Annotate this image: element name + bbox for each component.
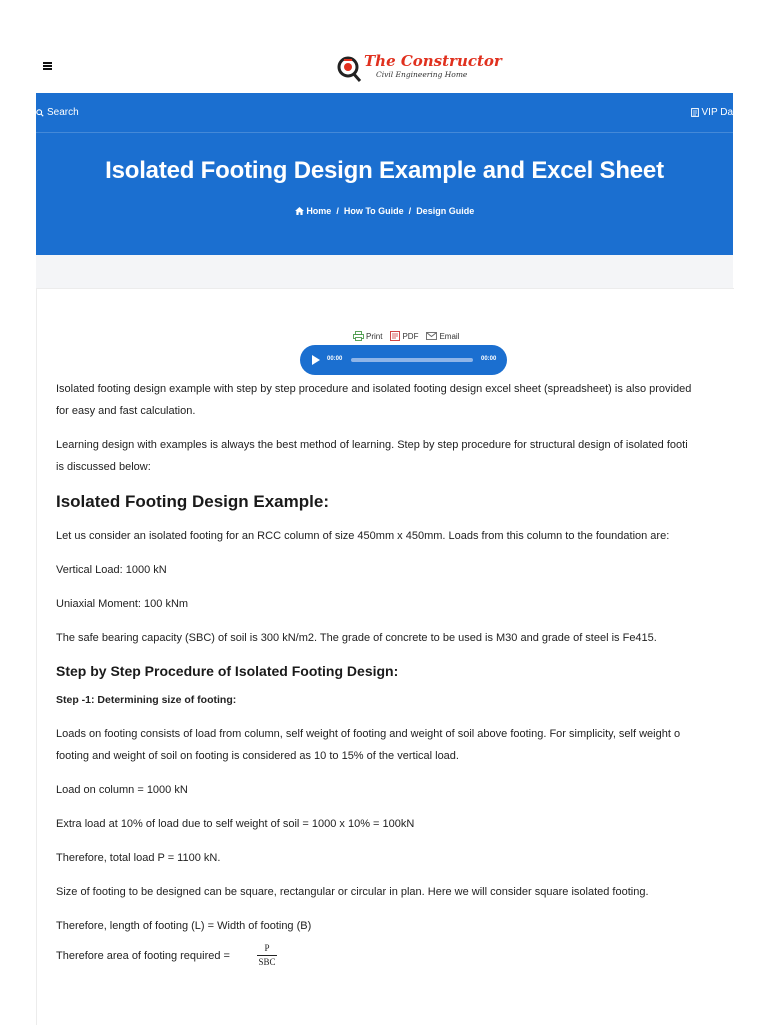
- audio-player: [300, 345, 507, 375]
- paragraph: is discussed below:: [56, 461, 151, 473]
- constructor-logo-icon: [336, 54, 362, 82]
- paragraph: The safe bearing capacity (SBC) of soil is 300 kN/m2. The grade of concrete to be used is M30 and grade of steel is Fe415.: [56, 632, 657, 644]
- step-heading: Step -1: Determining size of footing:: [56, 694, 237, 706]
- paragraph: Therefore area of footing required =: [56, 949, 230, 962]
- fraction-bar: [257, 955, 277, 956]
- logo-name: The Constructor: [364, 52, 502, 70]
- site-header: [0, 0, 768, 93]
- hero-banner: [36, 93, 733, 255]
- print-label: Print: [366, 331, 383, 341]
- paragraph: Extra load at 10% of load due to self weight of soil = 1000 x 10% = 100kN: [56, 818, 415, 830]
- site-logo[interactable]: [336, 52, 502, 86]
- audio-current-time: 00:00: [327, 356, 343, 362]
- email-icon: [426, 332, 437, 340]
- page-title: Isolated Footing Design Example and Excel Sheet: [105, 157, 664, 184]
- paragraph: footing and weight of soil on footing is considered as 10 to 15% of the vertical load.: [56, 750, 459, 762]
- pdf-icon: [390, 331, 400, 341]
- search-label: Search: [47, 107, 79, 118]
- breadcrumb-how-to-guide[interactable]: How To Guide: [343, 206, 404, 216]
- breadcrumb-home[interactable]: Home: [306, 206, 332, 216]
- share-toolbar: [353, 331, 459, 341]
- paragraph: Therefore, length of footing (L) = Width of footing (B): [56, 920, 312, 932]
- paragraph: Learning design with examples is always the best method of learning. Step by step procedure for structural design of isolated footi: [56, 439, 688, 451]
- paragraph: Load on column = 1000 kN: [56, 784, 188, 796]
- logo-tagline: Civil Engineering Home: [376, 70, 468, 79]
- section-heading: Isolated Footing Design Example:: [56, 492, 329, 511]
- section-heading: Step by Step Procedure of Isolated Footing Design:: [56, 663, 399, 679]
- paragraph: Isolated footing design example with step by step procedure and isolated footing design excel sheet (spreadsheet) is also provided: [56, 383, 692, 395]
- email-label: Email: [439, 331, 460, 341]
- paragraph: Let us consider an isolated footing for an RCC column of size 450mm x 450mm. Loads from this column to the foundation are:: [56, 530, 670, 542]
- search-icon: [36, 109, 44, 117]
- vip-label: VIP Da: [701, 107, 733, 118]
- menu-icon[interactable]: [43, 62, 52, 70]
- print-button[interactable]: [353, 331, 382, 341]
- ad-band: [36, 255, 733, 288]
- pdf-label: PDF: [402, 331, 419, 341]
- paragraph: Size of footing to be designed can be square, rectangular or circular in plan. Here we will consider square isolated footing.: [56, 886, 649, 898]
- paragraph: Vertical Load: 1000 kN: [56, 564, 167, 576]
- article-body: [56, 378, 733, 968]
- fraction-denominator: SBC: [258, 957, 276, 967]
- play-icon[interactable]: [312, 355, 320, 365]
- audio-progress-track[interactable]: [351, 358, 473, 362]
- audio-duration: 00:00: [481, 356, 497, 362]
- fraction-numerator: P: [264, 943, 270, 953]
- breadcrumb: Home / How To Guide / Design Guide: [36, 206, 733, 216]
- paragraph: Therefore, total load P = 1100 kN.: [56, 852, 221, 864]
- email-button[interactable]: [426, 331, 459, 341]
- search-button[interactable]: [36, 107, 79, 118]
- pdf-button[interactable]: [390, 331, 418, 341]
- paragraph: Loads on footing consists of load from column, self weight of footing and weight of soil above footing. For simplicity, self weight o: [56, 728, 681, 740]
- nav-divider: [36, 132, 733, 133]
- document-icon: [691, 108, 699, 117]
- formula-row: [56, 943, 733, 968]
- printer-icon: [353, 331, 364, 341]
- paragraph: Uniaxial Moment: 100 kNm: [56, 598, 189, 610]
- breadcrumb-design-guide[interactable]: Design Guide: [416, 206, 475, 216]
- paragraph: for easy and fast calculation.: [56, 405, 196, 417]
- home-icon: [295, 207, 304, 215]
- vip-link[interactable]: [691, 107, 734, 118]
- fraction: [257, 943, 277, 968]
